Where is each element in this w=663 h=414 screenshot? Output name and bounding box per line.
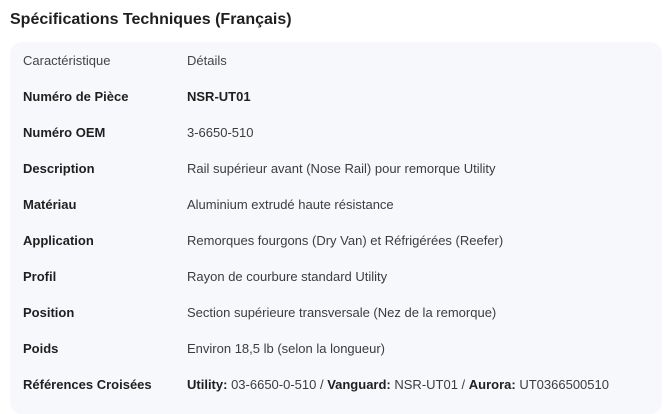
table-row [10, 330, 662, 366]
row-label: Poids [23, 340, 59, 356]
row-value: Section supérieure transversale (Nez de la remorque) [187, 304, 497, 320]
row-label: Matériau [23, 196, 77, 212]
table-row [10, 258, 662, 294]
row-label: Numéro OEM [23, 124, 106, 140]
ref-brand: Utility: [187, 376, 228, 392]
row-value: Environ 18,5 lb (selon la longueur) [187, 340, 386, 356]
table-row [10, 150, 662, 186]
row-label: Numéro de Pièce [23, 88, 129, 104]
ref-code: NSR-UT01 / [390, 376, 469, 392]
row-label: Références Croisées [23, 376, 152, 392]
row-value: 3-6650-510 [187, 124, 254, 140]
row-value: Aluminium extrudé haute résistance [187, 196, 394, 212]
header-details: Détails [187, 52, 227, 68]
row-label: Profil [23, 268, 57, 284]
table-header-row [10, 42, 662, 78]
cross-references-value [187, 377, 609, 392]
table-row [10, 222, 662, 258]
row-value: Remorques fourgons (Dry Van) et Réfrigérées (Reefer) [187, 232, 504, 248]
ref-brand: Vanguard: [327, 376, 391, 392]
header-characteristic: Caractéristique [23, 52, 111, 68]
ref-brand: Aurora: [468, 376, 516, 392]
table-row [10, 366, 662, 402]
row-value: Rayon de courbure standard Utility [187, 268, 388, 284]
row-label: Position [23, 304, 75, 320]
table-row [10, 186, 662, 222]
row-label: Application [23, 232, 94, 248]
table-row [10, 78, 662, 114]
specs-table [10, 42, 662, 414]
page-title: Spécifications Techniques (Français) [10, 11, 292, 28]
table-row [10, 294, 662, 330]
table-row [10, 114, 662, 150]
row-label: Description [23, 160, 95, 176]
ref-code: 03-6650-0-510 / [227, 376, 328, 392]
ref-code: UT0366500510 [515, 376, 609, 392]
row-value: Rail supérieur avant (Nose Rail) pour remorque Utility [187, 160, 496, 176]
row-value: NSR-UT01 [187, 88, 251, 104]
